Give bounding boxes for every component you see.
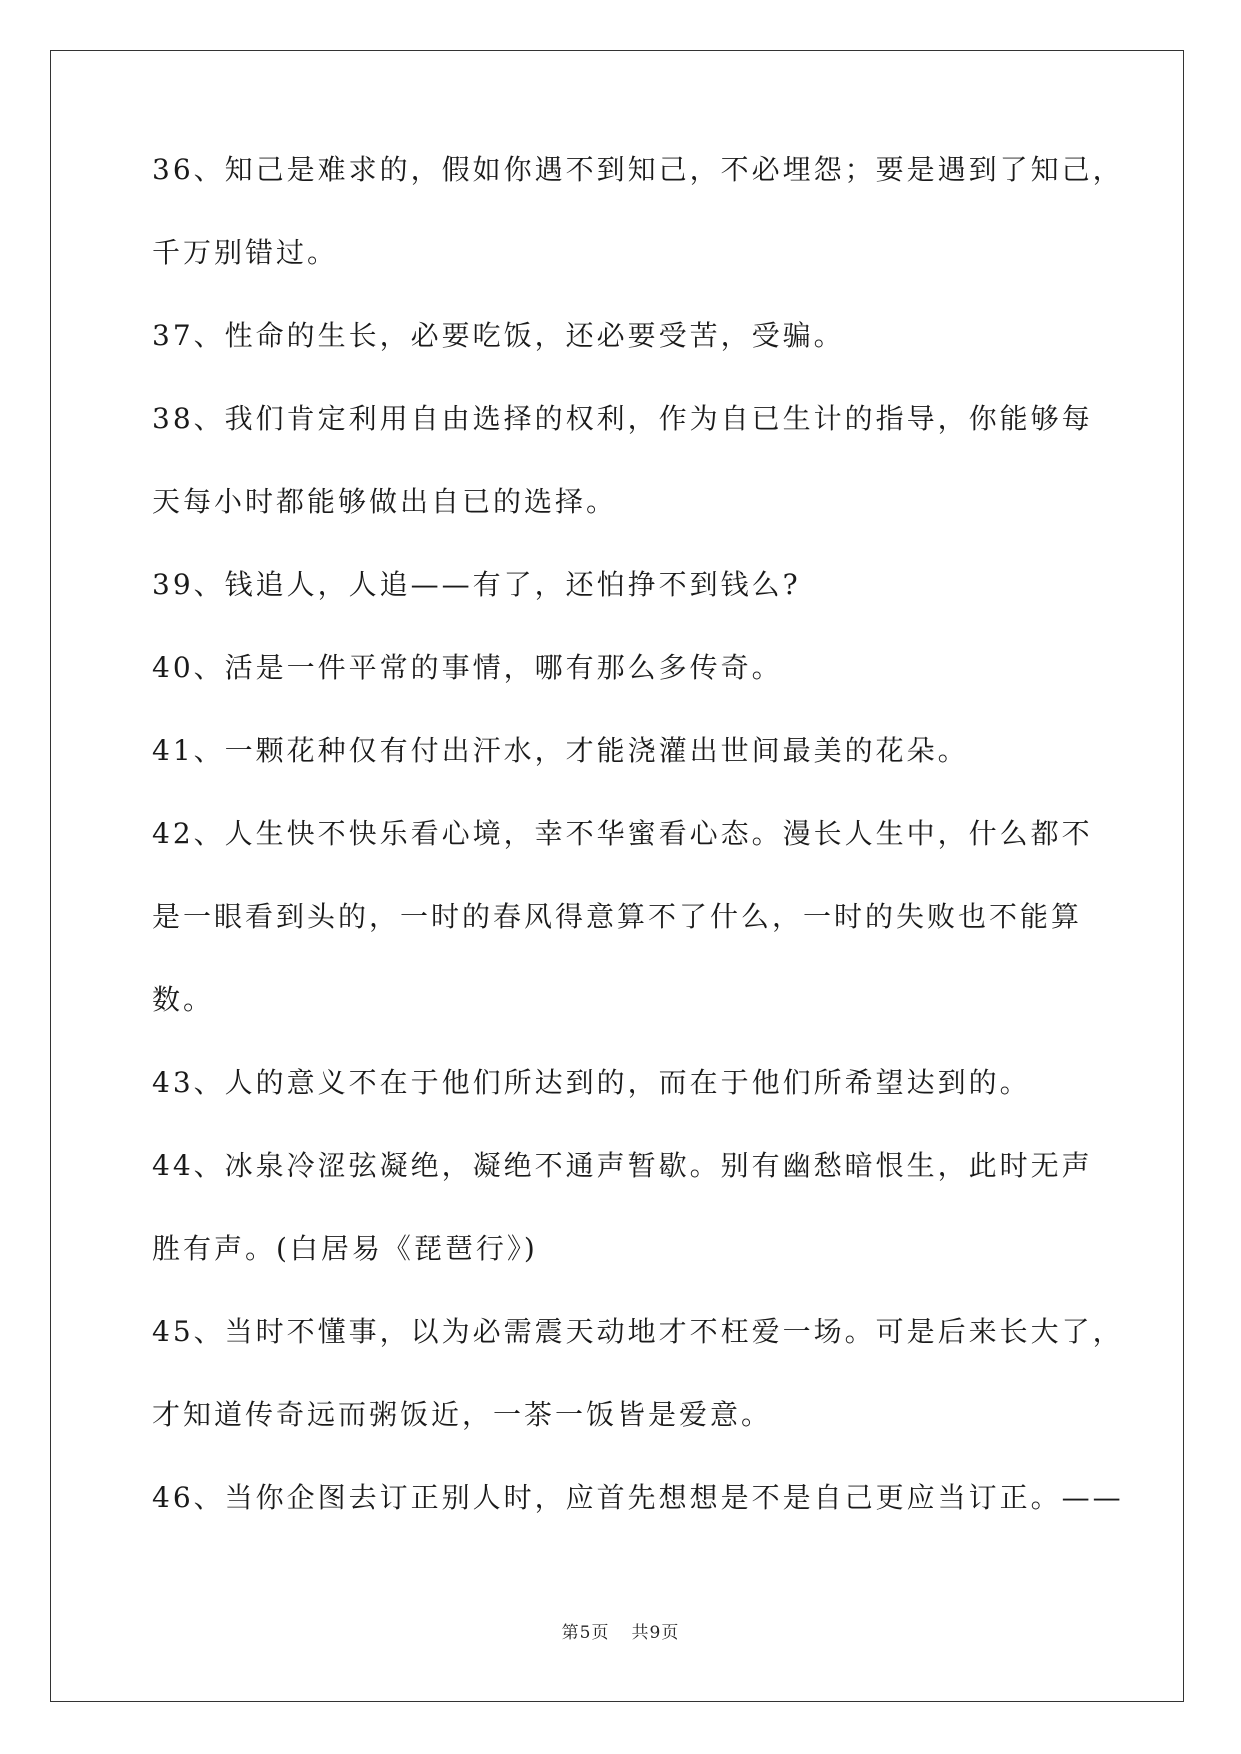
text-line: 千万别错过。 xyxy=(152,236,339,269)
text-line: 才知道传奇远而粥饭近，一茶一饭皆是爱意。 xyxy=(152,1398,773,1431)
text-line: 39、钱追人，人追——有了，还怕挣不到钱么? xyxy=(152,568,801,601)
text-line: 46、当你企图去订正别人时，应首先想想是不是自己更应当订正。—— xyxy=(152,1481,1124,1514)
text-line: 37、性命的生长，必要吃饭，还必要受苦，受骗。 xyxy=(152,319,845,352)
page-footer xyxy=(0,1618,1241,1643)
text-line: 36、知己是难求的，假如你遇不到知己，不必埋怨；要是遇到了知己， xyxy=(152,153,1124,186)
text-line: 44、冰泉冷涩弦凝绝，凝绝不通声暂歇。别有幽愁暗恨生，此时无声 xyxy=(152,1149,1093,1182)
text-line: 41、一颗花种仅有付出汗水，才能浇灌出世间最美的花朵。 xyxy=(152,734,969,767)
text-line: 是一眼看到头的，一时的春风得意算不了什么，一时的失败也不能算 xyxy=(152,900,1083,933)
text-line: 38、我们肯定利用自由选择的权利，作为自已生计的指导，你能够每 xyxy=(152,402,1093,435)
text-line: 40、活是一件平常的事情，哪有那么多传奇。 xyxy=(152,651,783,684)
text-line: 42、人生快不快乐看心境，幸不华蜜看心态。漫长人生中，什么都不 xyxy=(152,817,1093,850)
document-body xyxy=(152,150,1124,1518)
text-line: 数。 xyxy=(152,983,215,1016)
text-line: 43、人的意义不在于他们所达到的，而在于他们所希望达到的。 xyxy=(152,1066,1031,1099)
page-number: 第5页 xyxy=(561,1623,610,1643)
text-line: 天每小时都能够做出自已的选择。 xyxy=(152,485,618,518)
text-line: 胜有声。(白居易《琵琶行》) xyxy=(152,1232,538,1265)
page-total: 共9页 xyxy=(631,1623,680,1643)
text-line: 45、当时不懂事，以为必需震天动地才不枉爱一场。可是后来长大了， xyxy=(152,1315,1124,1348)
